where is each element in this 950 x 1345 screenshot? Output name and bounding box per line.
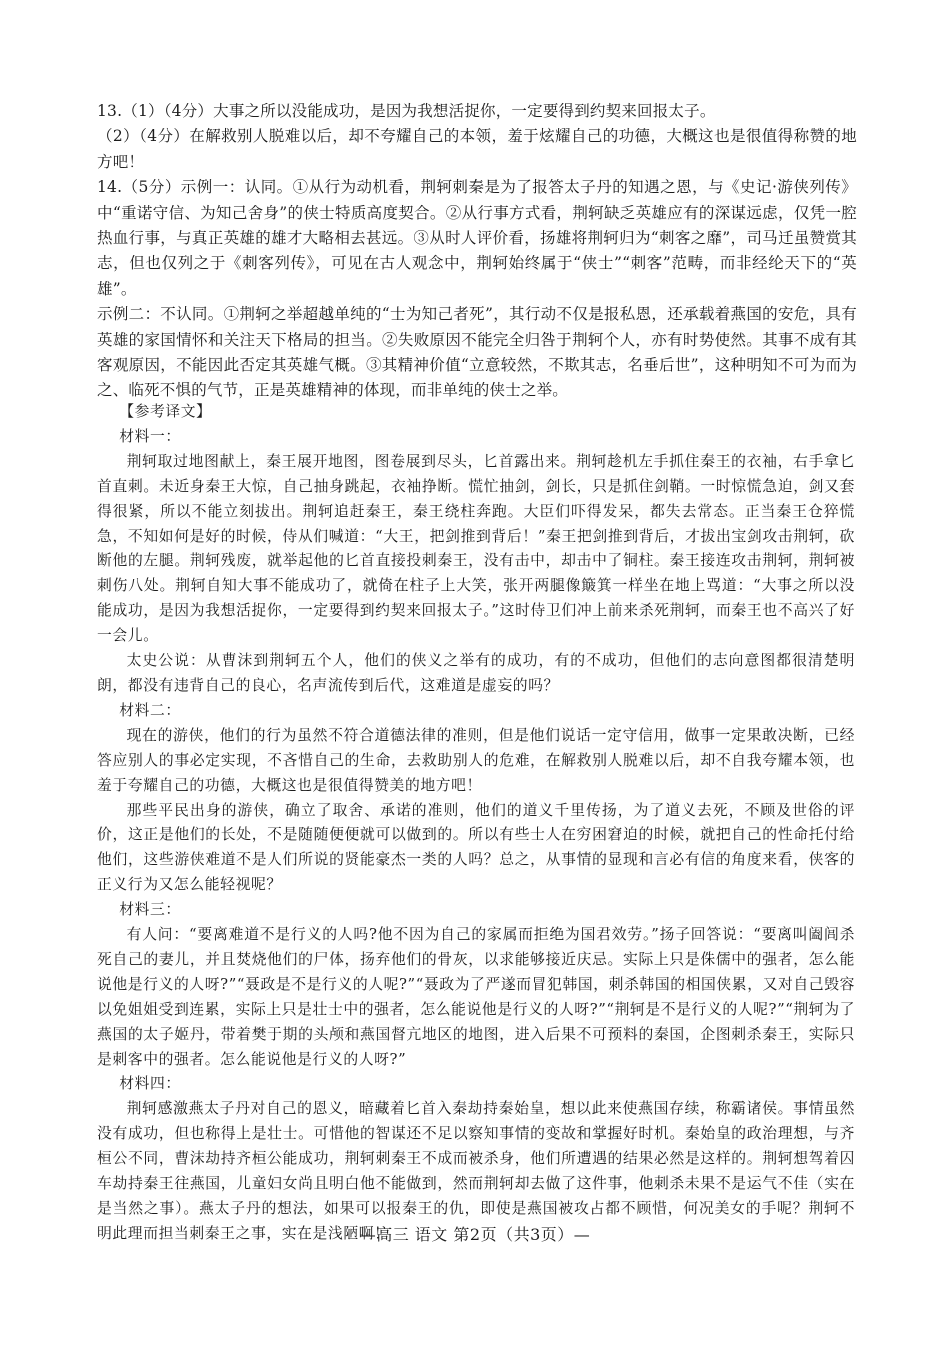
answer-13-2: （2）（4分）在解救别人脱难以后，却不夸耀自己的本领，羞于炫耀自己的功德，大概这也是很值得称赞的地方吧！ (97, 127, 857, 171)
answer-key (97, 99, 857, 404)
reference-translation (97, 400, 855, 1247)
translation-title: 【参考译文】 (119, 403, 212, 420)
answer-14-example-2: 示例二：不认同。①荆轲之举超越单纯的“士为知己者死”，其行动不仅是报私恩，还承载着燕国的安危，具有英雄的家国情怀和关注天下格局的担当。②失败原因不能完全归咎于荆轲个人，亦有时势使然。其事不成有其客观原因，不能因此否定其英雄气概。③其精神价值“立意较然，不欺其志，名垂后世”，这种明知不可为而为之、临死不惧的气节，正是英雄精神的体现，而非单纯的侠士之举。 (97, 305, 857, 400)
section-heading-1: 材料一： (119, 427, 181, 445)
section-heading-3: 材料三： (119, 901, 181, 919)
section-4-paragraph: 荆轲感激燕太子丹对自己的恩义，暗藏着匕首入秦劫持秦始皇，想以此来使燕国存续，称霸诸侯。事情虽然没有成功，但也称得上是壮士。可惜他的智谋还不足以察知事情的变故和掌握好时机。秦始皇的政治理想，与齐桓公不同，曹沫劫持齐桓公能成功，荆轲刺秦王不成而被杀身，他们所遭遇的结果必然是这样的。荆轲想驾着囚车劫持秦王往燕国，儿童妇女尚且明白他不能做到，然而荆轲却去做了这件事，他刺杀未果不是运气不佳（实在是当然之事）。燕太子丹的想法，如果可以报秦王的仇，即使是燕国被攻占都不顾惜，何况美女的手呢？荆轲不明此理而担当刺秦王之事，实在是浅陋啊！ (97, 1100, 855, 1242)
section-1-paragraph: 荆轲取过地图献上，秦王展开地图，图卷展到尽头，匕首露出来。荆轲趁机左手抓住秦王的衣袖，右手拿匕首直刺。未近身秦王大惊，自己抽身跳起，衣袖挣断。慌忙抽剑，剑长，只是抓住剑鞘。一时惊慌急迫，剑又套得很紧，所以不能立刻拔出。荆轲追赶秦王，秦王绕柱奔跑。大臣们吓得发呆，都失去常态。正当秦王仓猝慌急，不知如何是好的时候，侍从们喊道：“大王，把剑推到背后！”秦王把剑推到背后，才拔出宝剑攻击荆轲，砍断他的左腿。荆轲残废，就举起他的匕首直接投刺秦王，没有击中，却击中了铜柱。秦王接连攻击荆轲，荆轲被刺伤八处。荆轲自知大事不能成功了，就倚在柱子上大笑，张开两腿像簸箕一样坐在地上骂道：“大事之所以没能成功，是因为我想活捉你，一定要得到约契来回报太子。”这时侍卫们冲上前来杀死荆轲，而秦王也不高兴了好一会儿。 (97, 452, 855, 645)
section-3-paragraph: 有人问：“要离难道不是行义的人吗?他不因为自己的家属而拒绝为国君效劳。”扬子回答说：“要离叫阖闾杀死自己的妻儿，并且焚烧他们的尸体，扬弃他们的骨灰，以求能够接近庆忌。实际上只是侏儒中的强者，怎么能说他是行义的人呀?”“聂政是不是行义的人呢?”“聂政为了严遂而冒犯韩国，刺杀韩国的相国侠累，又对自己毁容以免姐姐受到连累，实际上只是壮士中的强者，怎么能说他是行义的人呀?”“荆轲是不是行义的人呢?”“荆轲为了燕国的太子姬丹，带着樊于期的头颅和燕国督亢地区的地图，进入后果不可预料的秦国，企图刺杀秦王，实际只是刺客中的强者。怎么能说他是行义的人呀?” (97, 926, 855, 1068)
section-heading-2: 材料二： (119, 701, 181, 719)
answer-13-1: 13.（1）（4分）大事之所以没能成功，是因为我想活捉你，一定要得到约契来回报太子。 (97, 102, 716, 120)
page-footer: —高三 语文 第2页（共3页）— (359, 1225, 591, 1244)
section-2-paragraph: 现在的游侠，他们的行为虽然不符合道德法律的准则，但是他们说话一定守信用，做事一定果敢决断，已经答应别人的事必定实现，不吝惜自己的生命，去救助别人的危难，在解救别人脱难以后，却不自我夸耀本领，也羞于夸耀自己的功德，大概这也是很值得赞美的地方吧！ (97, 726, 855, 794)
section-1-paragraph: 太史公说：从曹沫到荆轲五个人，他们的侠义之举有的成功，有的不成功，但他们的志向意图都很清楚明朗，都没有违背自己的良心，名声流传到后代，这难道是虚妄的吗？ (97, 652, 855, 694)
answer-14-example-1: 14.（5分）示例一：认同。①从行为动机看，荆轲刺秦是为了报答太子丹的知遇之恩，与《史记·游侠列传》中“重诺守信、为知己舍身”的侠士特质高度契合。②从行事方式看，荆轲缺乏英雄应有的深谋远虑，仅凭一腔热血行事，与真正英雄的雄才大略相去甚远。③从时人评价看，扬雄将荆轲归为“刺客之靡”，司马迁虽赞赏其志，但也仅列之于《刺客列传》，可见在古人观念中，荆轲始终属于“侠士”“刺客”范畴，而非经纶天下的“英雄”。 (97, 178, 857, 298)
section-2-paragraph: 那些平民出身的游侠，确立了取舍、承诺的准则，他们的道义千里传扬，为了道义去死，不顾及世俗的评价，这正是他们的长处，不是随随便便就可以做到的。所以有些士人在穷困窘迫的时候，就把自己的性命托付给他们，这些游侠难道不是人们所说的贤能豪杰一类的人吗？总之，从事情的显现和言必有信的角度来看，侠客的正义行为又怎么能轻视呢？ (97, 801, 855, 894)
section-heading-4: 材料四： (119, 1075, 181, 1093)
